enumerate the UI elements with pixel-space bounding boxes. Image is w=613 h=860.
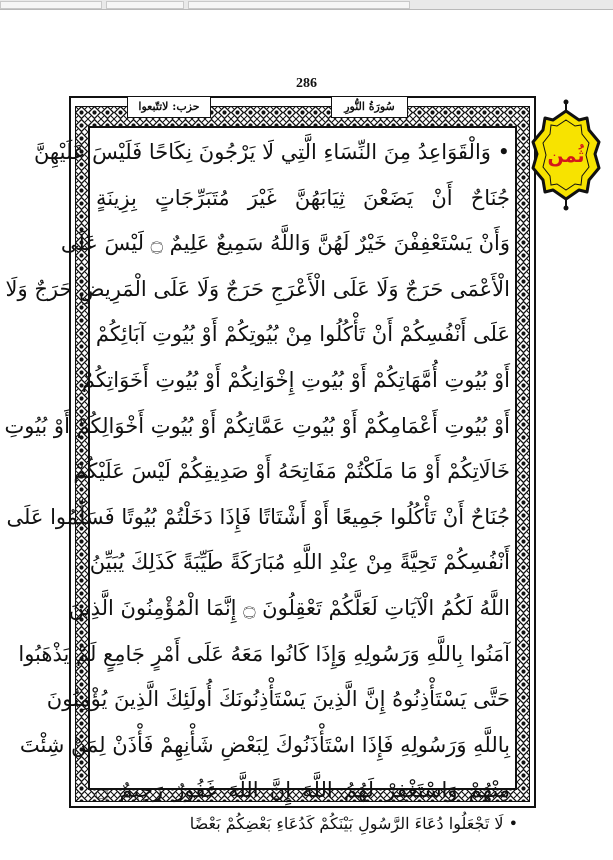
- verse-line: أَنْفُسِكُمْ تَحِيَّةً مِنْ عِنْدِ اللَّهِ مُبَارَكَةً طَيِّبَةً كَذَلِكَ يُبَيِّنُ: [89, 550, 510, 575]
- verse-line: بِاللَّهِ وَرَسُولِهِ فَإِذَا اسْتَأْذَنُوكَ لِبَعْضِ شَأْنِهِمْ فَأْذَنْ لِمَنْ شِئْتَ: [19, 732, 510, 757]
- verse-text-block: [4, 130, 510, 814]
- verse-line: الْأَعْمَى حَرَجٌ وَلَا عَلَى الْأَعْرَجِ حَرَجٌ وَلَا عَلَى الْمَرِيضِ حَرَجٌ وَلَا: [5, 276, 510, 301]
- toolbar-segment: [0, 1, 102, 9]
- page-number: 286: [296, 76, 317, 91]
- verse-line: آمَنُوا بِاللَّهِ وَرَسُولِهِ وَإِذَا كَانُوا مَعَهُ عَلَى أَمْرٍ جَامِعٍ لَمْ يَذْهَبُوا: [18, 641, 510, 666]
- verse-line: حَتَّى يَسْتَأْذِنُوهُ إِنَّ الَّذِينَ يَسْتَأْذِنُونَكَ أُولَئِكَ الَّذِينَ يُؤْمِنُونَ: [46, 687, 510, 712]
- thumun-label: ثُمن: [547, 145, 585, 167]
- verse-line: مِنْهُمْ وَاسْتَغْفِرْ لَهُمُ اللَّهَ إِنَّ اللَّهَ غَفُورٌ رَحِيمٌ ۝: [96, 778, 510, 803]
- verse-line: جُنَاحٌ أَنْ تَأْكُلُوا جَمِيعًا أَوْ أَشْتَاتًا فَإِذَا دَخَلْتُمْ بُيُوتًا فَسَلِّمُوا عَلَى: [6, 504, 510, 529]
- thumun-marker-icon: [529, 98, 603, 212]
- catchword-line: • لَا تَجْعَلُوا دُعَاءَ الرَّسُولِ بَيْنَكُمْ كَدُعَاءِ بَعْضِكُمْ بَعْضًا: [189, 814, 518, 833]
- toolbar-segment: [106, 1, 184, 9]
- verse-line: أَوْ بُيُوتِ أُمَّهَاتِكُمْ أَوْ بُيُوتِ إِخْوَانِكُمْ أَوْ بُيُوتِ أَخَوَاتِكُمْ: [81, 367, 510, 392]
- verse-line: خَالَاتِكُمْ أَوْ مَا مَلَكْتُمْ مَفَاتِحَهُ أَوْ صَدِيقِكُمْ لَيْسَ عَلَيْكُمْ: [73, 459, 510, 484]
- surah-name-label: سُورَةُ النُّورِ: [331, 96, 408, 118]
- hizb-label: حزب: لاتتّبعوا: [127, 96, 211, 118]
- window-top-bar: [0, 0, 613, 10]
- verse-line: وَأَنْ يَسْتَعْفِفْنَ خَيْرٌ لَهُنَّ وَاللَّهُ سَمِيعٌ عَلِيمٌ ۝ لَيْسَ عَلَى: [60, 231, 510, 256]
- verse-line: اللَّهُ لَكُمُ الْآيَاتِ لَعَلَّكُمْ تَعْقِلُونَ ۝ إِنَّمَا الْمُؤْمِنُونَ الَّذِينَ: [68, 595, 510, 620]
- toolbar-segment: [188, 1, 410, 9]
- verse-line: عَلَى أَنْفُسِكُمْ أَنْ تَأْكُلُوا مِنْ بُيُوتِكُمْ أَوْ بُيُوتِ آبَائِكُمْ: [95, 322, 510, 347]
- verse-line: جُنَاحٌ أَنْ يَضَعْنَ ثِيَابَهُنَّ غَيْرَ مُتَبَرِّجَاتٍ بِزِينَةٍ: [96, 185, 510, 210]
- verse-line: أَوْ بُيُوتِ أَعْمَامِكُمْ أَوْ بُيُوتِ عَمَّاتِكُمْ أَوْ بُيُوتِ أَخْوَالِكُمْ أَوْ بُيُوتِ: [4, 413, 510, 438]
- verse-line: • وَالْقَوَاعِدُ مِنَ النِّسَاءِ الَّتِي لَا يَرْجُونَ نِكَاحًا فَلَيْسَ عَلَيْهِنَّ: [33, 140, 510, 164]
